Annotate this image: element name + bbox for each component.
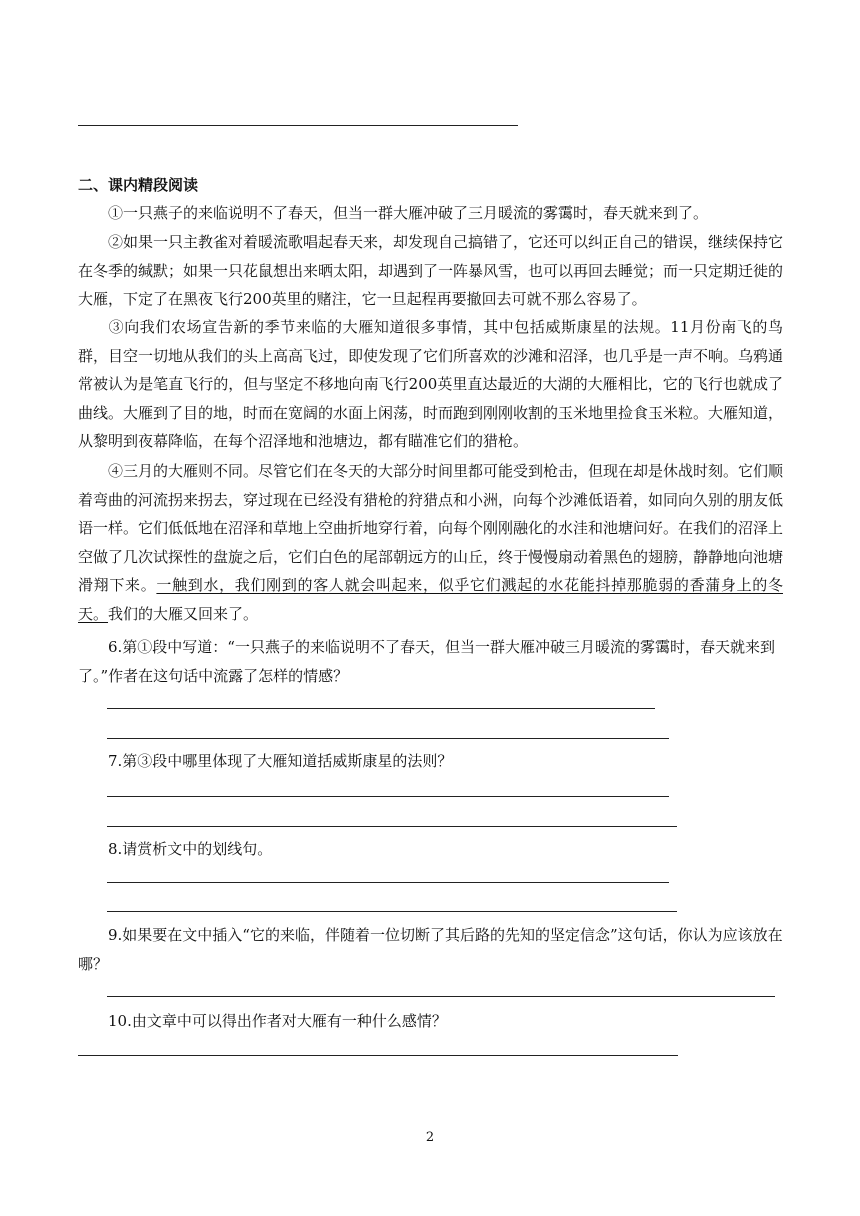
page-number: 2 <box>425 1130 435 1145</box>
paragraph-2-text: ②如果一只主教雀对着暖流歌唱起春天来，却发现自己搞错了，它还可以纠正自己的错误，继续保持它在冬季的缄默；如果一只花鼠想出来晒太阳，却遇到了一阵暴风雪，也可以再回去睡觉；而一只定期迁徙的大雁，下定了在黑夜飞行200英里的赌注，它一旦起程再要撤回去可就不那么容易了。 <box>78 233 784 308</box>
answer-line-q6-2[interactable] <box>107 738 669 739</box>
paragraph-1-text: ①一只燕子的来临说明不了春天，但当一群大雁冲破了三月暖流的雾霭时，春天就来到了。 <box>108 204 709 222</box>
question-8-text: 8.请赏析文中的划线句。 <box>108 840 273 858</box>
question-10 <box>78 1007 783 1036</box>
paragraph-3-text: ③向我们农场宣告新的季节来临的大雁知道很多事情，其中包括威斯康星的法规。11月份南飞的鸟群，目空一切地从我们的头上高高飞过，即使发现了它们所喜欢的沙滩和沼泽，也几乎是一声不响。乌鸦通常被认为是笔直飞行的，但与坚定不移地向南飞行200英里直达最近的大湖的大雁相比，它的飞行也就成了曲线。大雁到了目的地，时而在宽阔的水面上闲荡，时而跑到刚刚收割的玉米地里捡食玉米粒。大雁知道，从黎明到夜幕降临，在每个沼泽地和池塘边，都有瞄准它们的猎枪。 <box>78 318 784 450</box>
paragraph-4-ending: 我们的大雁又回来了。 <box>108 604 259 623</box>
question-7-text: 7.第③段中哪里体现了大雁知道括威斯康星的法则？ <box>108 752 453 770</box>
question-8 <box>78 835 783 864</box>
paragraph-3 <box>78 313 783 456</box>
question-9-text: 9.如果要在文中插入“它的来临，伴随着一位切断了其后路的先知的坚定信念”这句话，你认为应该放在哪？ <box>78 926 783 973</box>
answer-line-q8-1[interactable] <box>107 882 669 883</box>
answer-line-top <box>78 125 518 126</box>
answer-line-q7-1[interactable] <box>107 796 669 797</box>
paragraph-1 <box>78 199 783 228</box>
question-10-text: 10.由文章中可以得出作者对大雁有一种什么感情？ <box>108 1012 447 1030</box>
paragraph-2 <box>78 228 783 314</box>
answer-line-q9[interactable] <box>107 996 775 997</box>
question-6 <box>78 633 783 690</box>
question-7 <box>78 747 783 776</box>
paragraph-4 <box>78 457 783 628</box>
underlined-sentence: 一触到水，我们刚到的客人就会叫起来，似乎它们溅起的水花能抖掉那脆弱的香蒲身上的冬天。 <box>78 576 783 623</box>
answer-line-q6-1[interactable] <box>107 708 655 709</box>
answer-line-q8-2[interactable] <box>107 911 677 912</box>
paragraph-4-text: ④三月的大雁则不同。尽管它们在冬天的大部分时间里都可能受到枪击，但现在却是休战时刻。它们顺着弯曲的河流拐来拐去，穿过现在已经没有猎枪的狩猎点和小洲，向每个沙滩低语着，如同向久别的朋友低语一样。它们低低地在沼泽和草地上空曲折地穿行着，向每个刚刚融化的水洼和池塘问好。在我们的沼泽上空做了几次试探性的盘旋之后，它们白色的尾部朝远方的山丘，终于慢慢扇动着黑色的翅膀，静静地向池塘滑翔下来。 <box>78 462 784 594</box>
answer-line-q7-2[interactable] <box>107 826 677 827</box>
question-9 <box>78 921 783 978</box>
section-title: 二、课内精段阅读 <box>78 176 199 194</box>
question-6-text: 6.第①段中写道：“一只燕子的来临说明不了春天，但当一群大雁冲破三月暖流的雾霭时，春天就来到了。”作者在这句话中流露了怎样的情感？ <box>78 638 775 685</box>
answer-line-q10[interactable] <box>78 1055 678 1056</box>
